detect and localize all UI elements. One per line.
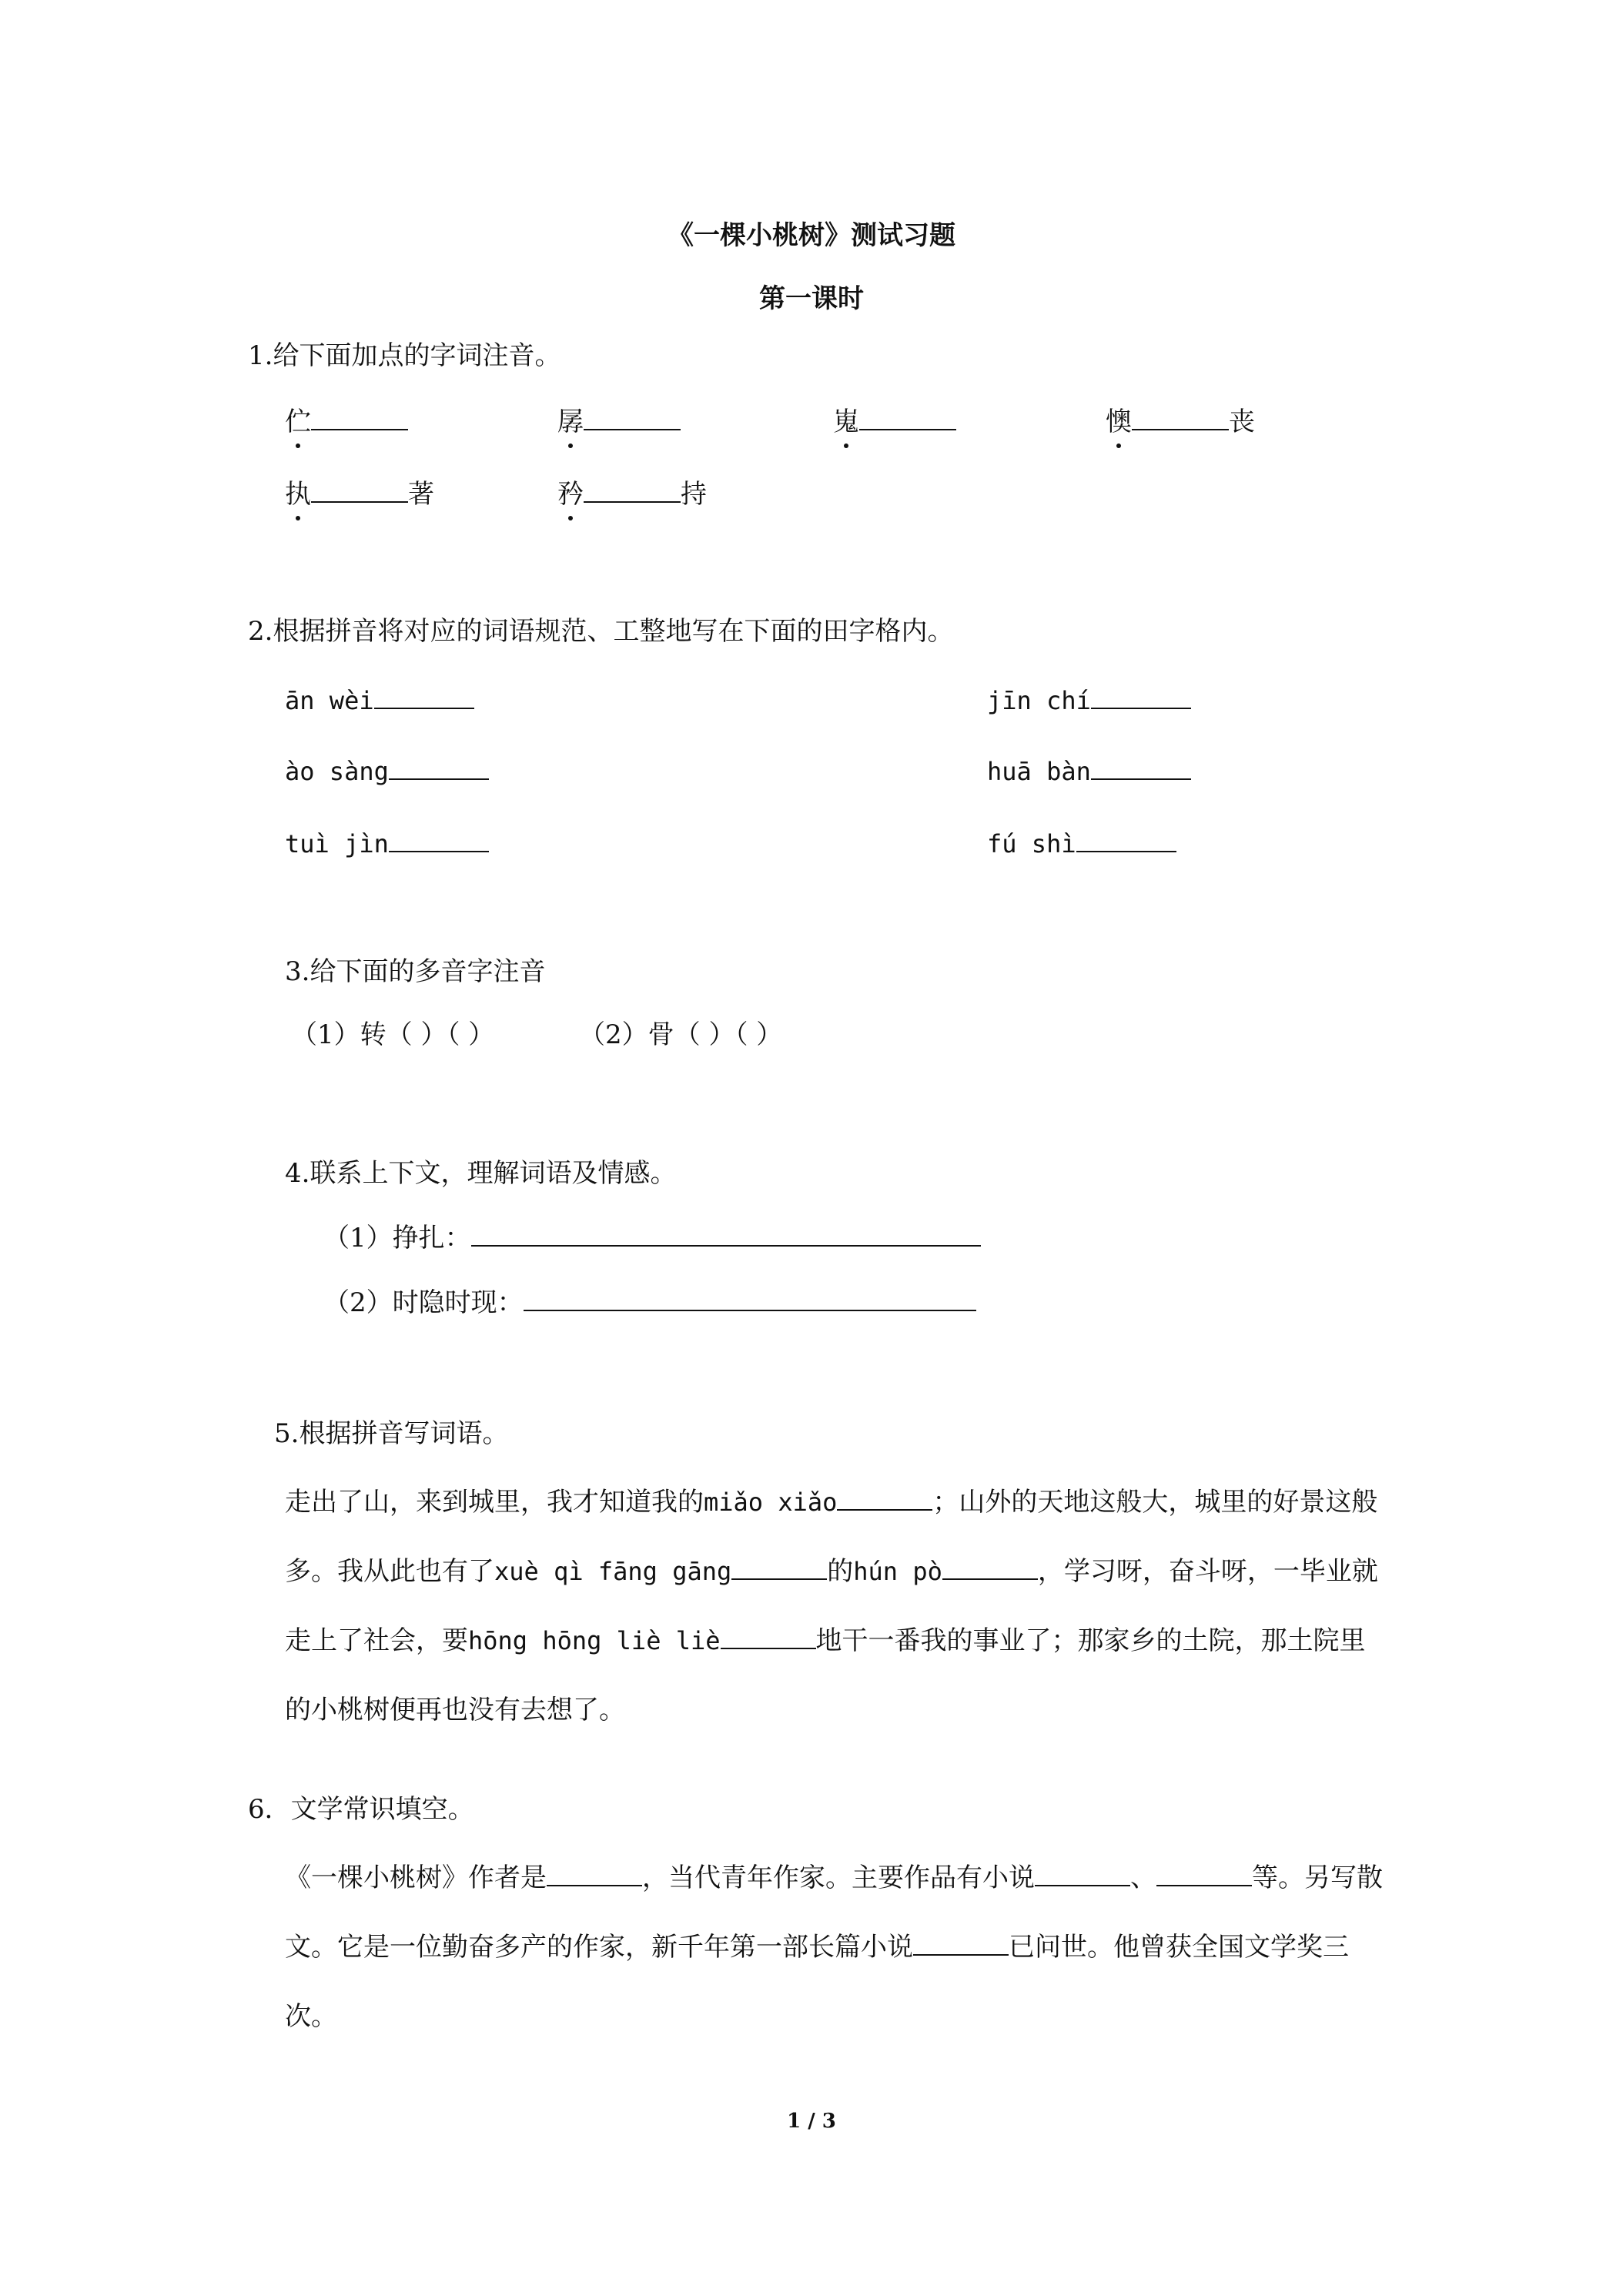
answer-blank[interactable] xyxy=(721,1625,816,1649)
q4-item-2: （2）时隐时现： xyxy=(323,1286,976,1320)
page-subtitle: 第一课时 xyxy=(759,283,864,314)
q3-item-2: （2）骨（ ）（ ） xyxy=(579,1019,783,1050)
dotted-char: 懊 xyxy=(1106,407,1132,437)
answer-blank[interactable] xyxy=(389,828,489,852)
q2-item: ān wèi xyxy=(285,684,474,718)
q3-heading: 3.给下面的多音字注音 xyxy=(285,956,546,987)
q1-item: 懊 丧 xyxy=(1106,407,1255,437)
answer-blank[interactable] xyxy=(1091,684,1191,709)
q6-passage: 《一棵小桃树》作者是 ，当代青年作家。主要作品有小说 、 等。另写散文。它是一位勤奋多产的作家，新千年第一部长篇小说 已问世。他曾获全国文学奖三次。 xyxy=(285,1863,1383,2032)
q1-item: 执 著 xyxy=(285,479,434,510)
q2-item: huā bàn xyxy=(987,755,1191,788)
q5-passage: 走出了山，来到城里，我才知道我的miǎo xiǎo ；山外的天地这般大，城里的好景这般多。我从此也有了xuè qì fāng gāng 的hún pò ，学习呀，奋斗呀，一毕业就走上了社会，要hōng hōng liè liè 地干一番我的事业了；那家乡的土院，那土院里的小桃树便再也没有去想了。 xyxy=(285,1487,1378,1725)
answer-blank[interactable] xyxy=(584,478,681,503)
answer-blank[interactable] xyxy=(1035,1862,1130,1886)
answer-blank[interactable] xyxy=(942,1555,1038,1580)
answer-blank[interactable] xyxy=(837,1486,932,1511)
answer-line[interactable] xyxy=(524,1287,976,1311)
answer-blank[interactable] xyxy=(1091,755,1191,780)
answer-blank[interactable] xyxy=(374,684,474,709)
q2-item: fú shì xyxy=(987,827,1176,861)
answer-blank[interactable] xyxy=(859,406,956,430)
q6-heading: 6．文学常识填空。 xyxy=(248,1794,474,1825)
answer-blank[interactable] xyxy=(913,1931,1009,1956)
answer-blank[interactable] xyxy=(311,406,408,430)
answer-blank[interactable] xyxy=(584,406,681,430)
answer-blank[interactable] xyxy=(1156,1862,1252,1886)
dotted-char: 执 xyxy=(285,479,311,510)
answer-blank[interactable] xyxy=(389,755,489,780)
q2-item: ào sàng xyxy=(285,755,489,788)
page-number: 1 / 3 xyxy=(787,2110,836,2133)
q1-item xyxy=(557,405,681,439)
q1-item xyxy=(833,405,956,439)
dotted-char: 嵬 xyxy=(833,407,859,437)
q2-item: jīn chí xyxy=(987,684,1191,718)
q1-item: 矜 持 xyxy=(557,479,707,510)
q1-item xyxy=(285,405,408,439)
q5-heading: 5.根据拼音写词语。 xyxy=(274,1418,509,1449)
answer-blank[interactable] xyxy=(1076,828,1176,852)
answer-line[interactable] xyxy=(471,1222,981,1247)
answer-blank[interactable] xyxy=(547,1862,642,1886)
q4-item-1: （1）挣扎： xyxy=(323,1221,981,1255)
dotted-char: 孱 xyxy=(557,407,584,437)
answer-blank[interactable] xyxy=(1132,406,1229,430)
q3-item-1: （1）转（ ）（ ） xyxy=(291,1019,495,1050)
q1-heading: 1.给下面加点的字词注音。 xyxy=(248,340,561,371)
answer-blank[interactable] xyxy=(311,478,408,503)
answer-blank[interactable] xyxy=(731,1555,827,1580)
q2-item: tuì jìn xyxy=(285,827,489,861)
q2-heading: 2.根据拼音将对应的词语规范、工整地写在下面的田字格内。 xyxy=(248,616,954,647)
q4-heading: 4.联系上下文，理解词语及情感。 xyxy=(285,1158,677,1189)
page-title: 《一棵小桃树》测试习题 xyxy=(668,220,955,251)
dotted-char: 矜 xyxy=(557,479,584,510)
dotted-char: 伫 xyxy=(285,407,311,437)
